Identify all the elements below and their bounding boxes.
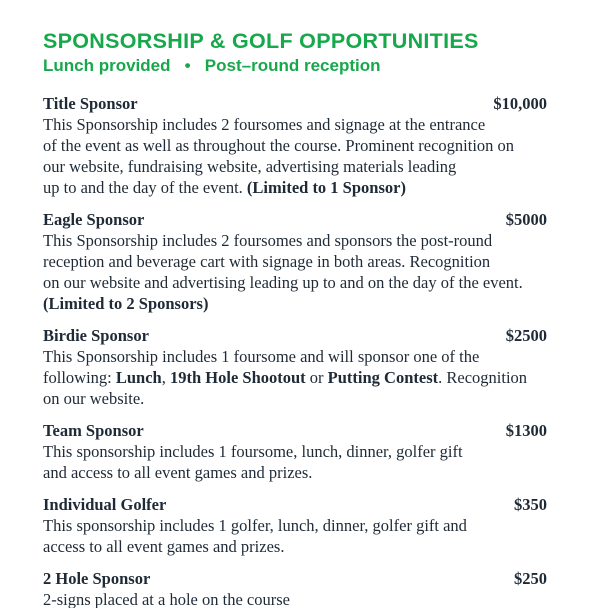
sponsor-price: $10,000: [493, 94, 547, 113]
text: ,: [161, 368, 170, 387]
text: This sponsorship includes 1 foursome, lunch, dinner, golfer gift: [43, 442, 463, 461]
sponsor-name: Individual Golfer: [43, 495, 167, 514]
sponsor-name: Team Sponsor: [43, 421, 144, 440]
page-title: SPONSORSHIP & GOLF OPPORTUNITIES: [43, 29, 479, 53]
sponsor-description-line: [43, 177, 547, 198]
text: . Recognition: [438, 368, 528, 387]
text: This Sponsorship includes 1 foursome and will sponsor one of the: [43, 347, 480, 366]
sponsor-description-line: [43, 536, 547, 557]
text: reception and beverage cart with signage in both areas. Recognition: [43, 252, 491, 271]
sponsor-section: [43, 420, 547, 483]
sponsor-header: [43, 93, 547, 114]
sponsor-description-line: [43, 156, 547, 177]
sponsor-name: Birdie Sponsor: [43, 326, 149, 345]
sponsor-description-line: [43, 114, 547, 135]
sponsor-description-line: [43, 230, 547, 251]
page-subtitle: Lunch provided • Post–round reception: [43, 56, 381, 75]
sponsor-description-line: [43, 135, 547, 156]
sponsor-price: $350: [514, 495, 547, 514]
sponsor-name: Title Sponsor: [43, 94, 138, 113]
sponsor-header: [43, 325, 547, 346]
sponsor-name: 2 Hole Sponsor: [43, 569, 151, 588]
sponsor-description-line: [43, 515, 547, 536]
sponsor-header: [43, 420, 547, 441]
text: This Sponsorship includes 2 foursomes and sponsors the post-round: [43, 231, 493, 250]
sponsor-header: [43, 209, 547, 230]
sponsor-section: [43, 494, 547, 557]
text: and access to all event games and prizes.: [43, 463, 313, 482]
sponsor-description-line: [43, 346, 547, 367]
bold-text: 19th Hole Shootout: [169, 368, 306, 387]
text: our website, fundraising website, advertising materials leading: [43, 157, 457, 176]
sponsor-section: [43, 209, 547, 314]
bold-text: Lunch: [115, 368, 162, 387]
sponsor-description-line: [43, 388, 547, 409]
sponsor-price: $1300: [505, 421, 547, 440]
sponsor-price: $5000: [505, 210, 547, 229]
text: This Sponsorship includes 2 foursomes and signage at the entrance: [43, 115, 486, 134]
text: This sponsorship includes 1 golfer, lunch, dinner, golfer gift and: [43, 516, 467, 535]
sponsor-description-line: [43, 367, 547, 388]
text: following:: [43, 368, 116, 387]
sections: [43, 93, 547, 608]
sponsor-name: Eagle Sponsor: [43, 210, 145, 229]
text: up to and the day of the event.: [43, 178, 247, 197]
sponsor-price: $250: [514, 569, 547, 588]
sponsor-section: [43, 325, 547, 409]
text: on our website and advertising leading up to and on the day of the event.: [43, 273, 523, 292]
sponsor-description-line: [43, 462, 547, 483]
sponsor-section: [43, 93, 547, 198]
text: or: [305, 368, 328, 387]
sponsor-description-line: [43, 293, 547, 314]
sponsor-description-line: [43, 589, 547, 608]
text: 2-signs placed at a hole on the course: [43, 590, 290, 608]
text: on our website.: [43, 389, 145, 408]
bold-text: Putting Contest: [327, 368, 439, 387]
sponsor-header: [43, 568, 547, 589]
bold-text: (Limited to 2 Sponsors): [43, 294, 209, 313]
sponsor-description-line: [43, 251, 547, 272]
sponsor-price: $2500: [505, 326, 547, 345]
sponsor-section: [43, 568, 547, 608]
sponsor-header: [43, 494, 547, 515]
text: of the event as well as throughout the course. Prominent recognition on: [43, 136, 515, 155]
text: access to all event games and prizes.: [43, 537, 285, 556]
sponsor-description-line: [43, 441, 547, 462]
bold-text: (Limited to 1 Sponsor): [246, 178, 406, 197]
sponsor-description-line: [43, 272, 547, 293]
